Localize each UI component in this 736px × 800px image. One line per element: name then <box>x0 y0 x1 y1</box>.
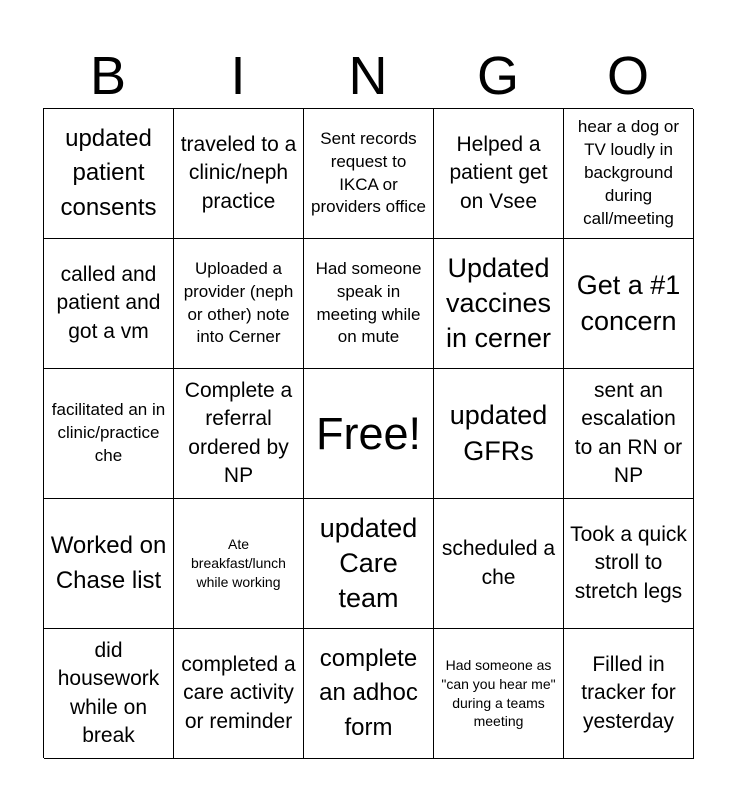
bingo-cell[interactable] <box>434 629 564 759</box>
cell-text: updated Care team <box>319 512 418 614</box>
cell-text: did housework while on break <box>57 638 160 747</box>
bingo-cell[interactable] <box>174 239 304 369</box>
cell-text: traveled to a clinic/neph practice <box>180 132 297 213</box>
bingo-cell[interactable] <box>304 239 434 369</box>
bingo-cell[interactable] <box>174 499 304 629</box>
bingo-cell[interactable] <box>564 499 694 629</box>
cell-text: facilitated an in clinic/practice che <box>51 400 166 465</box>
bingo-cell[interactable] <box>564 629 694 759</box>
bingo-cell[interactable] <box>434 239 564 369</box>
cell-text: Free! <box>315 407 422 459</box>
cell-text: hear a dog or TV loudly in background during call/meeting <box>577 117 680 228</box>
header-letter-o: O <box>606 46 649 106</box>
cell-text: Sent records request to IKCA or providers office <box>311 128 426 217</box>
cell-text: Filled in tracker for yesterday <box>581 652 676 733</box>
cell-text: Complete a referral ordered by NP <box>184 378 293 487</box>
cell-text: Updated vaccines in cerner <box>445 252 552 354</box>
bingo-cell[interactable] <box>44 109 174 239</box>
bingo-cell[interactable] <box>44 369 174 499</box>
bingo-cell[interactable] <box>174 629 304 759</box>
bingo-cell[interactable] <box>174 109 304 239</box>
cell-text: sent an escalation to an RN or NP <box>574 378 683 487</box>
bingo-cell[interactable] <box>564 109 694 239</box>
free-space[interactable] <box>304 369 434 499</box>
bingo-cell[interactable] <box>44 239 174 369</box>
bingo-cell[interactable] <box>304 109 434 239</box>
bingo-cell[interactable] <box>434 109 564 239</box>
bingo-cell[interactable] <box>304 499 434 629</box>
header-letter-b: B <box>89 46 127 106</box>
bingo-cell[interactable] <box>564 369 694 499</box>
bingo-board <box>43 108 693 758</box>
cell-text: Had someone speak in meeting while on mute <box>315 258 422 347</box>
bingo-cell[interactable] <box>564 239 694 369</box>
bingo-cell[interactable] <box>44 629 174 759</box>
cell-text: Took a quick stroll to stretch legs <box>570 522 687 603</box>
header-letter-n: N <box>348 46 388 106</box>
cell-text: called and patient and got a vm <box>56 262 161 343</box>
cell-text: completed a care activity or reminder <box>181 652 296 733</box>
bingo-cell[interactable] <box>174 369 304 499</box>
bingo-cell[interactable] <box>434 499 564 629</box>
cell-text: Worked on Chase list <box>50 532 167 594</box>
cell-text: Get a #1 concern <box>576 270 681 336</box>
cell-text: scheduled a che <box>441 537 556 589</box>
header-letter-i: I <box>230 46 246 106</box>
cell-text: complete an adhoc form <box>319 645 418 741</box>
bingo-cell[interactable] <box>434 369 564 499</box>
bingo-header <box>43 44 693 108</box>
bingo-cell[interactable] <box>44 499 174 629</box>
cell-text: Helped a patient get on Vsee <box>449 132 548 213</box>
cell-text: Had someone as "can you hear me" during a teams meeting <box>441 656 556 730</box>
header-letter-g: G <box>476 46 519 106</box>
cell-text: updated GFRs <box>449 400 548 466</box>
cell-text: Uploaded a provider (neph or other) note into Cerner <box>183 258 294 347</box>
cell-text: Ate breakfast/lunch while working <box>191 536 286 590</box>
cell-text: updated patient consents <box>60 125 157 221</box>
bingo-cell[interactable] <box>304 629 434 759</box>
